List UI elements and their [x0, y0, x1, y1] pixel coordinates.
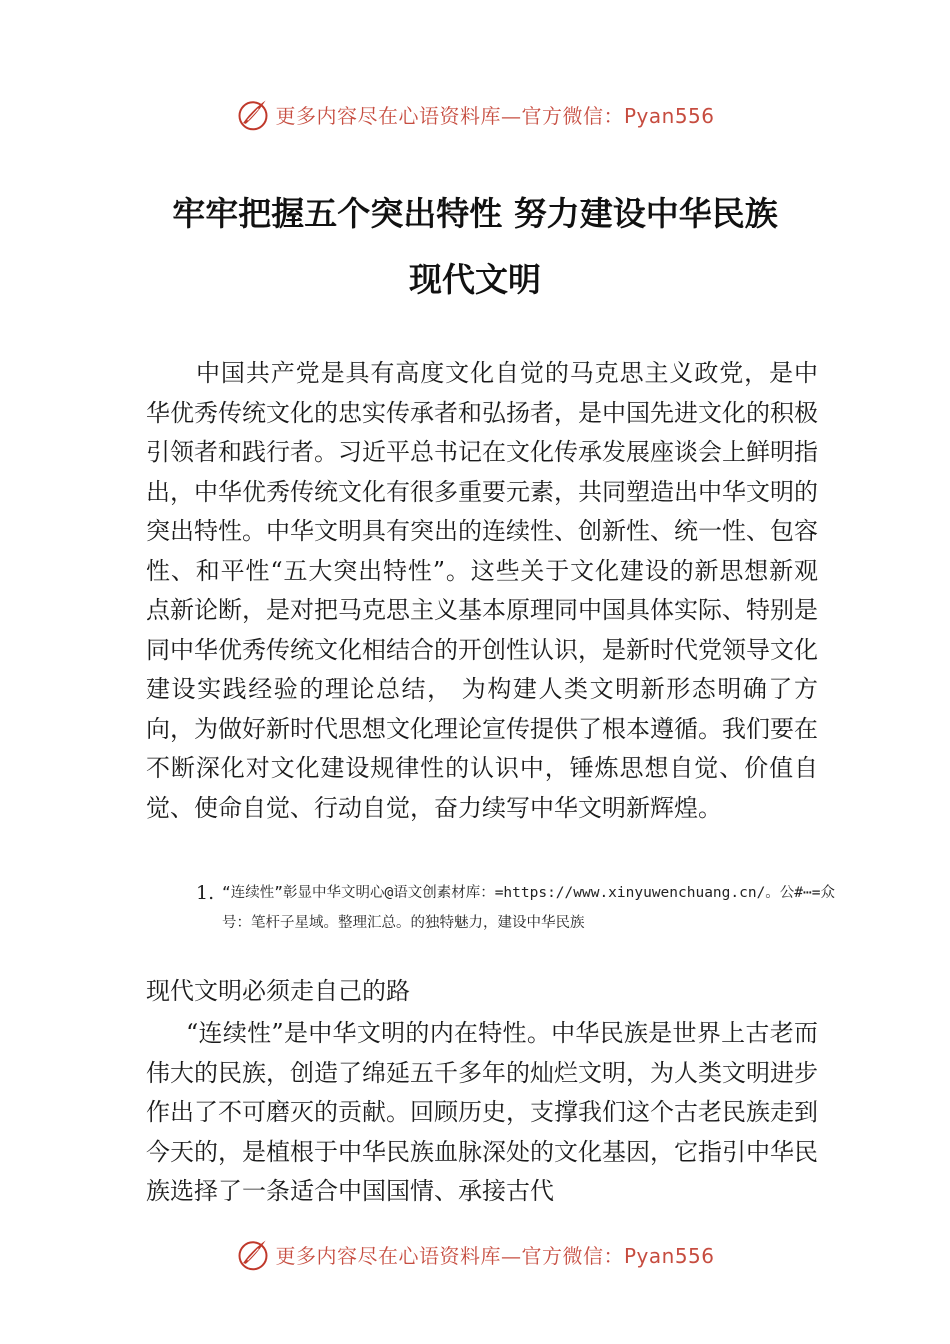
banner-library-name: 更多内容尽在心语资料库 [275, 103, 501, 128]
banner-wechat-handle: Pyan556 [623, 103, 715, 128]
paragraph-intro: 中国共产党是具有高度文化自觉的马克思主义政党，是中华优秀传统文化的忠实传承者和弘扬者，是中国先进文化的积极引领者和践行者。习近平总书记在文化传承发展座谈会上鲜明指出，中华优秀传统文化有很多重要元素，共同塑造出中华文明的突出特性。中华文明具有突出的连续性、创新性、统一性、包容性、和平性“五大突出特性”。这些关于文化建设的新思想新观点新论断，是对把马克思主义基本原理同中国具体实际、特别是同中华优秀传统文化相结合的开创性认识，是新时代党领导文化建设实践经验的理论总结， 为构建人类文明新形态明确了方向，为做好新时代思想文化理论宣传提供了根本遵循。我们要在不断深化对文化建设规律性的认识中，锤炼思想自觉、价值自觉、使命自觉、行动自觉，奋力续写中华文明新辉煌。 [146, 359, 818, 822]
banner-wechat-handle: Pyan556 [623, 1243, 715, 1268]
footnote [196, 878, 846, 938]
header-banner [0, 94, 950, 134]
banner-text [275, 100, 714, 129]
footer-banner [0, 1234, 950, 1274]
banner-text [275, 1240, 714, 1269]
quill-logo-icon [235, 1236, 271, 1272]
banner-wechat-label: 官方微信： [521, 1243, 624, 1268]
banner-wechat-label: 官方微信： [521, 103, 624, 128]
banner-dash: — [500, 1243, 522, 1268]
footnote-number: 1. [196, 882, 215, 904]
banner-library-name: 更多内容尽在心语资料库 [275, 1243, 501, 1268]
quill-logo-icon [235, 96, 271, 132]
banner-dash: — [500, 103, 522, 128]
document-title-line-2: 现代文明 [409, 260, 541, 299]
footnote-text: “连续性”彰显中华文明心@语文创素材库：=https://www.xinyuwenchuang.cn/。公#⋯=众号：笔杆子星域。整理汇总。的独特魅力，建设中华民族 [222, 885, 835, 931]
document-title-line-1: 牢牢把握五个突出特性 努力建设中华民族 [172, 194, 778, 233]
paragraph-continuity: “连续性”是中华文明的内在特性。中华民族是世界上古老而伟大的民族，创造了绵延五千多年的灿烂文明，为人类文明进步作出了不可磨灭的贡献。回顾历史，支撑我们这个古老民族走到今天的，是植根于中华民族血脉深处的文化基因，它指引中华民族选择了一条适合中国国情、承接古代 [146, 1019, 818, 1205]
section-subheading: 现代文明必须走自己的路 [146, 977, 410, 1005]
